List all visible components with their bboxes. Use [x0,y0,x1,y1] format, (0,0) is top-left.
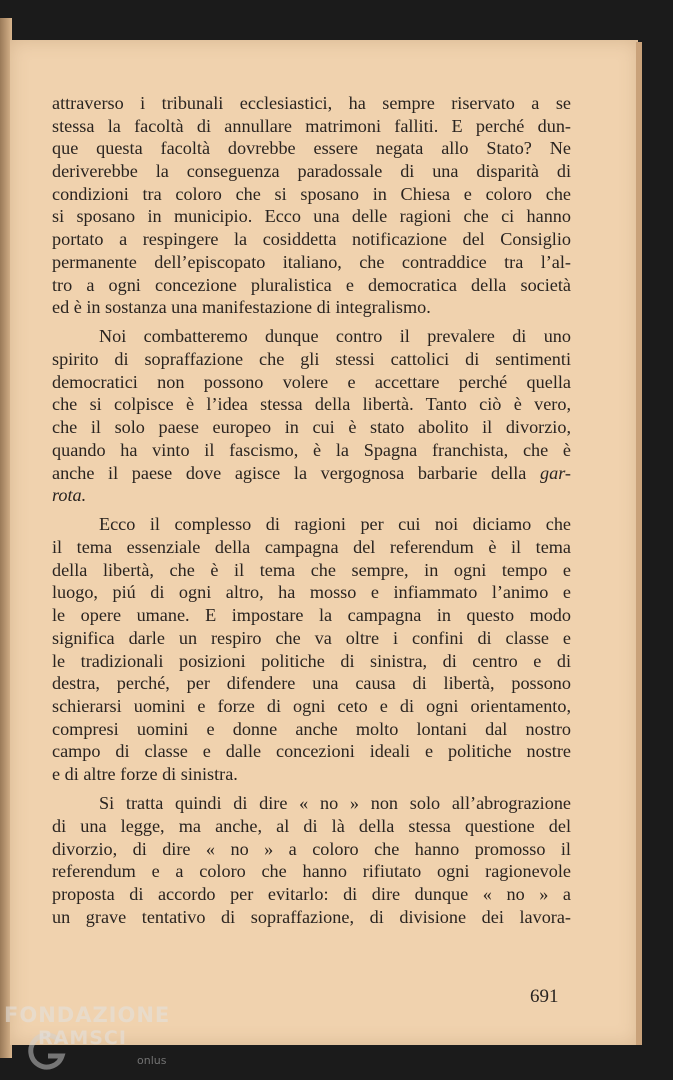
text-line: si sposano in municipio. Ecco una delle ragioni che ci hanno [52,206,571,227]
watermark-line-3: onlus [137,1054,167,1067]
text-line: Noi combatteremo dunque contro il prevalere di uno [99,326,571,347]
text-line: che il solo paese europeo in cui è stato abolito il divorzio, [52,417,571,438]
text-line: tro a ogni concezione pluralistica e democratica della società [52,274,571,295]
text-line: divorzio, di dire « no » a coloro che hanno promosso il [52,838,571,859]
text-line: Si tratta quindi di dire « no » non solo all’abrograzione [99,793,571,814]
text-line: condizioni tra coloro che si sposano in Chiesa e coloro che [52,183,571,204]
text-line: le opere umane. E impostare la campagna in questo modo [52,605,571,626]
text-line: luogo, piú di ogni altro, ha mosso e infiammato l’animo e [52,582,571,603]
text-line: ed è in sostanza una manifestazione di integralismo. [52,297,431,318]
text-line: stessa la facoltà di annullare matrimoni falliti. E perché dun- [52,115,571,136]
watermark [4,1003,171,1067]
text-line: anche il paese dove agisce la vergognosa barbarie della gar- [52,462,571,483]
text-line: deriverebbe la conseguenza paradossale di una disparità di [52,161,571,182]
page-number: 691 [530,986,559,1007]
text-line: della libertà, che è il tema che sempre, in ogni tempo e [52,559,571,580]
text-line: un grave tentativo di sopraffazione, di divisione dei lavora- [52,906,571,927]
text-line: quando ha vinto il fascismo, è la Spagna franchista, che è [52,439,571,460]
text-line: destra, perché, per difendere una causa di libertà, possono [52,673,571,694]
text-line: il tema essenziale della campagna del referendum è il tema [52,537,571,558]
watermark-line-2: RAMSCI [38,1027,127,1049]
text-line: attraverso i tribunali ecclesiastici, ha sempre riservato a se [52,93,571,113]
text-line: que questa facoltà dovrebbe essere negata allo Stato? Ne [52,138,571,159]
text-line: di una legge, ma anche, al di là della stessa questione del [52,815,571,836]
paragraph-4 [52,792,571,928]
text-line: compresi uomini e donne anche molto lontani dal nostro [52,718,571,739]
paragraph-1 [52,92,571,319]
paragraph-2 [52,325,571,507]
text-line: proposta di accordo per evitarlo: di dire dunque « no » a [52,883,571,904]
page-right-edge [636,42,642,1045]
text-line: le tradizionali posizioni politiche di sinistra, di centro e di [52,650,571,671]
text-line: rota. [52,485,87,506]
paragraph-3 [52,513,571,785]
text-line: campo di classe e dalle concezioni ideali e politiche nostre [52,741,571,762]
text-line: democratici non possono volere e accettare perché quella [52,371,571,392]
text-line: che si colpisce è l’idea stessa della libertà. Tanto ciò è vero, [52,394,571,415]
text-line: spirito di sopraffazione che gli stessi cattolici di sentimenti [52,349,571,370]
italic-word: gar- [540,462,571,483]
watermark-line-1: FONDAZIONE [4,1003,171,1027]
text-line: e di altre forze di sinistra. [52,763,238,784]
text-line: permanente dell’episcopato italiano, che contraddice tra l’al- [52,251,571,272]
text-line: Ecco il complesso di ragioni per cui noi diciamo che [99,514,571,535]
text-line: schierarsi uomini e forze di ogni ceto e di ogni orientamento, [52,695,571,716]
text-line: significa darle un respiro che va oltre i confini di classe e [52,627,571,648]
body-text [52,92,571,928]
text-line: portato a respingere la cosiddetta notificazione del Consiglio [52,229,571,250]
text-line: referendum e a coloro che hanno rifiutato ogni ragionevole [52,861,571,882]
